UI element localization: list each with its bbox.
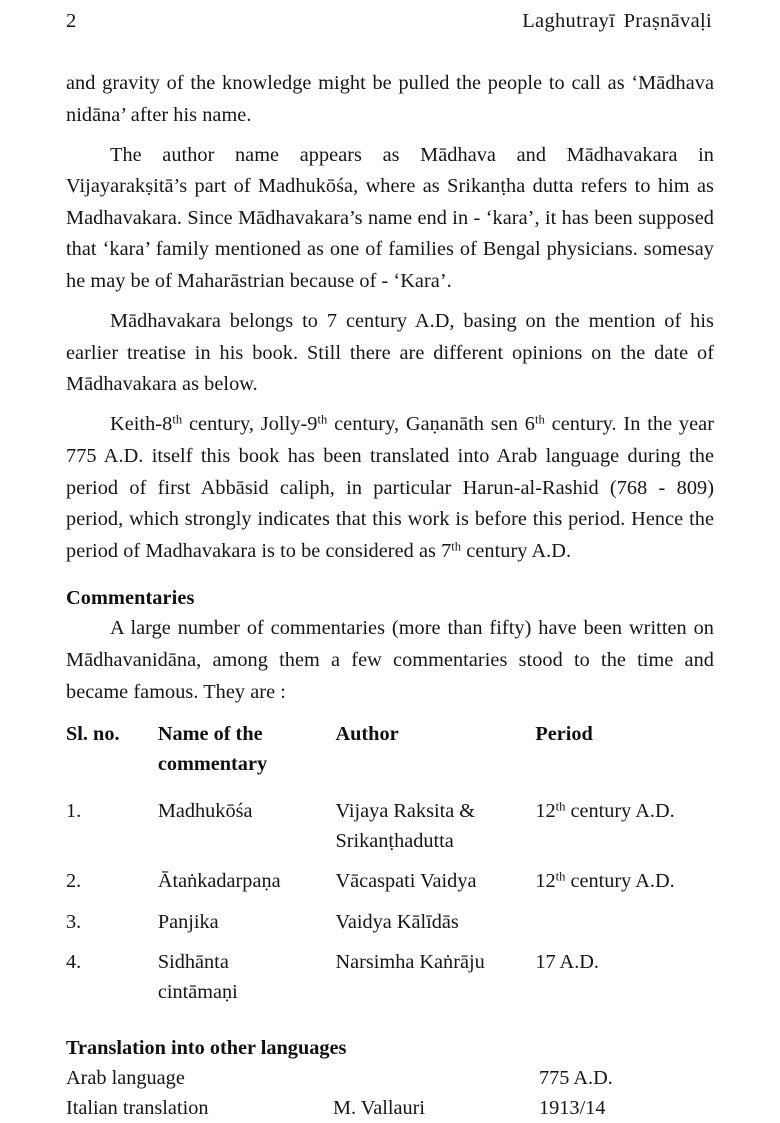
cell-author	[335, 781, 535, 856]
cell-sl-no: 2.	[66, 870, 82, 893]
paragraph-gap	[66, 131, 714, 140]
ordinal-suffix: th	[555, 799, 566, 814]
period-number: 12	[535, 870, 556, 893]
text-jolly: century, Jolly-9	[182, 413, 318, 436]
table-body	[66, 781, 714, 1007]
cell-translator: M. Vallauri	[333, 1097, 426, 1120]
column-header-name-line1: Name of the	[157, 723, 263, 746]
cell-sl-no: 4.	[66, 951, 82, 974]
table-header	[66, 720, 714, 781]
paragraph-date-basis: Mādhavakara belongs to 7 century A.D, basing on the mention of his earlier treatise in his book. Still there are different opinions on the date of Mādhavakara as below.	[66, 310, 714, 396]
cell-author-line2: Srikanṭhadutta	[335, 829, 454, 852]
cell-commentary-name-line2: cintāmaṇi	[157, 980, 238, 1003]
table-gap	[66, 708, 714, 720]
period-rest: century A.D.	[565, 800, 675, 823]
cell-period: 17 A.D.	[535, 951, 599, 974]
cell-year: 1913/14	[539, 1097, 606, 1120]
table-row	[66, 781, 714, 856]
section-heading-commentaries: Commentaries	[66, 587, 195, 610]
period-rest: century A.D.	[565, 870, 675, 893]
ordinal-suffix: th	[172, 412, 183, 427]
cell-commentary-name: Ātaṅkadarpaṇa	[157, 870, 281, 893]
running-head	[66, 10, 712, 38]
cell-author: Vaidya Kālīdās	[335, 910, 459, 933]
text-translation-history: century. In the year 775 A.D. itself this book has been translated into Arab language during the period of first Abbāsid caliph, in particular Harun-al-Rashid (768 - 809) period, which strongly indicates that this work is before this period. Hence the period of Madhavakara is to be considered as 7	[66, 413, 715, 562]
table-row	[66, 1063, 714, 1093]
cell-language: Arab language	[66, 1067, 185, 1090]
ordinal-suffix: th	[534, 412, 545, 427]
cell-commentary-name-line1: Sidhānta	[157, 951, 229, 974]
page-number: 2	[66, 10, 77, 32]
body-column	[66, 68, 714, 1123]
column-header-period: Period	[535, 723, 593, 746]
section-gap	[66, 567, 714, 583]
ordinal-suffix: th	[451, 539, 462, 554]
cell-translator	[333, 1063, 539, 1093]
column-header-sl-no: Sl. no.	[66, 723, 120, 746]
column-header-name	[158, 720, 336, 781]
cell-author-line1: Vijaya Raksita &	[335, 800, 476, 823]
cell-author: Narsimha Kaṅrāju	[335, 951, 485, 974]
running-head-title: Laghutrayī Praṣnāvaḷi	[522, 10, 712, 32]
paragraph-continuation: and gravity of the knowledge might be pulled the people to call as ‘Mādhava nidāna’ after his name.	[66, 72, 714, 126]
cell-author: Vācaspati Vaidya	[335, 870, 477, 893]
translations-table-body	[66, 1063, 714, 1123]
cell-commentary-name: Panjika	[157, 910, 219, 933]
ordinal-suffix: th	[317, 412, 328, 427]
text-keith: Keith-8	[110, 413, 173, 436]
paragraph-gap	[66, 298, 714, 307]
table-row	[66, 856, 714, 897]
cell-commentary-name	[158, 937, 336, 1007]
cell-sl-no: 3.	[66, 910, 82, 933]
column-header-author: Author	[335, 723, 399, 746]
table-row	[66, 937, 714, 1007]
cell-year: 775 A.D.	[539, 1067, 613, 1090]
translations-table	[66, 1063, 714, 1123]
table-row	[66, 1093, 714, 1123]
table-row	[66, 897, 714, 938]
paragraph-commentaries-intro: A large number of commentaries (more than fifty) have been written on Mādhavanidāna, among them a few commentaries stood to the time and became famous. They are :	[66, 617, 714, 703]
paragraph-gap	[66, 401, 714, 410]
ordinal-suffix: th	[555, 869, 566, 884]
section-heading-translations: Translation into other languages	[66, 1037, 347, 1060]
table-header-row	[66, 720, 714, 781]
cell-language: Italian translation	[66, 1097, 209, 1120]
text-gananath: century, Gaṇanāth sen 6	[327, 413, 535, 436]
text-century-ad: century A.D.	[461, 539, 572, 562]
paragraph-author-name: The author name appears as Mādhava and Mādhavakara in Vijayarakṣitā’s part of Madhukōśa, where as Srikanṭha dutta refers to him as Madhavakara. Since Mādhavakara’s name end in - ‘kara’, it has been supposed that ‘kara’ family mentioned as one of families of Bengal physicians. somesay he may be of Maharāstrian because of - ‘Kara’.	[66, 143, 714, 293]
column-header-name-line2: commentary	[157, 752, 268, 775]
period-number: 12	[535, 800, 556, 823]
cell-sl-no: 1.	[66, 800, 82, 823]
cell-period	[535, 897, 714, 938]
section-gap	[66, 1007, 714, 1033]
cell-commentary-name: Madhukōśa	[157, 800, 253, 823]
commentaries-table	[66, 720, 714, 1007]
cell-period	[535, 856, 714, 897]
paragraph-opinions	[66, 409, 714, 567]
cell-period	[535, 781, 714, 856]
